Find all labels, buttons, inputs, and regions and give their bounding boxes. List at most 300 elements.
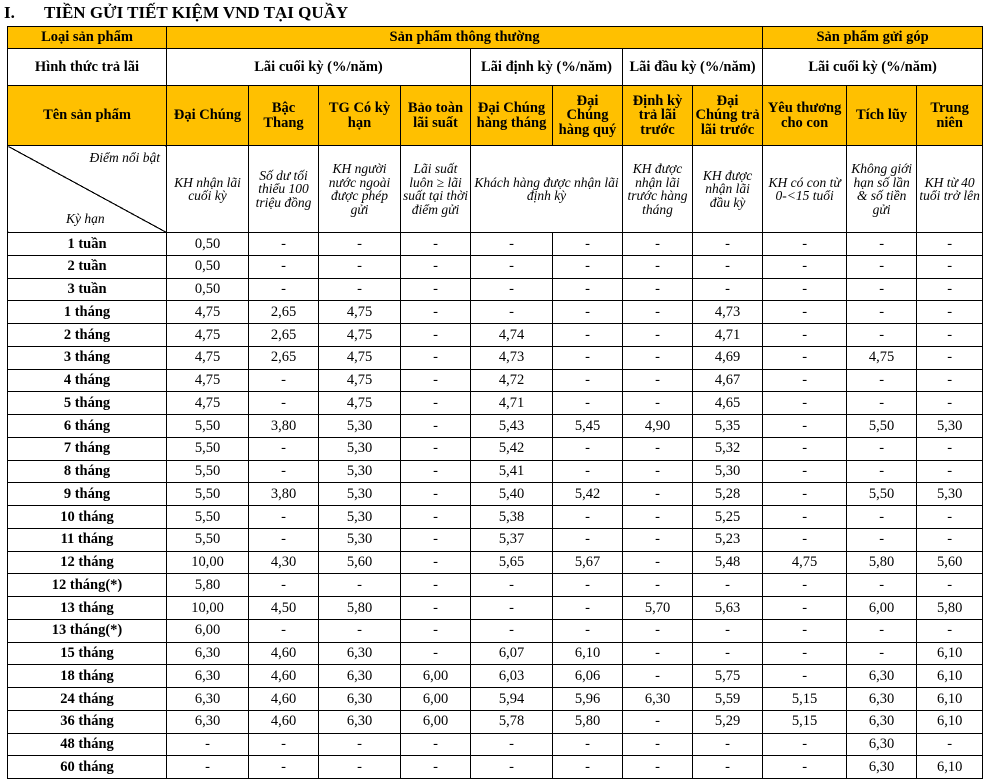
rate-cell: - — [401, 733, 471, 756]
payment-form-label: Hình thức trả lãi — [8, 49, 167, 86]
product-highlight: KH người nước ngoài được phép gửi — [319, 146, 401, 233]
rate-cell: - — [917, 437, 983, 460]
rate-cell: - — [763, 437, 847, 460]
rate-cell: 5,50 — [167, 460, 249, 483]
rate-cell: 6,30 — [847, 733, 917, 756]
rate-cell: - — [401, 415, 471, 438]
section-title — [4, 1, 348, 25]
term-cell: 2 tuần — [8, 255, 167, 278]
regular-products-header: Sản phẩm thông thường — [167, 27, 763, 49]
rate-cell: - — [847, 619, 917, 642]
rate-cell: - — [471, 597, 553, 620]
product-name: Đại Chúng hàng quý — [553, 86, 623, 146]
rate-cell: 4,75 — [167, 346, 249, 369]
rate-cell: 2,65 — [249, 346, 319, 369]
rate-cell: - — [917, 369, 983, 392]
product-name: Bậc Thang — [249, 86, 319, 146]
rate-cell: - — [401, 346, 471, 369]
rate-cell: 5,45 — [553, 415, 623, 438]
rate-cell: 6,06 — [553, 665, 623, 688]
rate-cell: - — [249, 460, 319, 483]
product-name: Đại Chúng hàng tháng — [471, 86, 553, 146]
rate-cell: - — [553, 528, 623, 551]
rate-cell: 6,30 — [319, 710, 401, 733]
rate-cell: - — [763, 665, 847, 688]
rate-cell: 6,30 — [167, 710, 249, 733]
rate-cell: 10,00 — [167, 597, 249, 620]
term-cell: 1 tuần — [8, 233, 167, 256]
rate-cell: 3,80 — [249, 483, 319, 506]
term-cell: 8 tháng — [8, 460, 167, 483]
term-cell: 15 tháng — [8, 642, 167, 665]
rate-cell: - — [401, 255, 471, 278]
rate-cell: - — [763, 233, 847, 256]
rate-cell: 5,30 — [917, 483, 983, 506]
rate-cell: - — [553, 733, 623, 756]
rate-cell: 4,75 — [319, 324, 401, 347]
rate-cell: 5,80 — [553, 710, 623, 733]
product-name-label: Tên sản phẩm — [8, 86, 167, 146]
rate-cell: - — [249, 733, 319, 756]
term-cell: 1 tháng — [8, 301, 167, 324]
rate-cell: - — [401, 506, 471, 529]
rate-cell: - — [623, 437, 693, 460]
rate-cell: - — [623, 528, 693, 551]
table-row — [8, 551, 983, 574]
rate-cell: - — [553, 574, 623, 597]
upfront-header: Lãi đầu kỳ (%/năm) — [623, 49, 763, 86]
rate-cell: 5,30 — [319, 437, 401, 460]
rate-cell: - — [319, 233, 401, 256]
rate-cell: - — [763, 324, 847, 347]
term-cell: 12 tháng — [8, 551, 167, 574]
rate-cell: - — [847, 233, 917, 256]
rate-cell: - — [553, 597, 623, 620]
rate-cell: - — [917, 278, 983, 301]
product-type-label: Loại sản phẩm — [8, 27, 167, 49]
term-cell: 36 tháng — [8, 710, 167, 733]
table-row — [8, 528, 983, 551]
rate-cell: 2,65 — [249, 301, 319, 324]
rate-cell: 4,65 — [693, 392, 763, 415]
rate-cell: - — [917, 255, 983, 278]
rate-cell: - — [847, 528, 917, 551]
rate-cell: - — [471, 278, 553, 301]
rate-cell: - — [763, 483, 847, 506]
rate-cell: 6,10 — [917, 710, 983, 733]
rate-cell: - — [401, 574, 471, 597]
rate-cell: - — [319, 255, 401, 278]
rate-cell: - — [917, 301, 983, 324]
periodic-header: Lãi định kỳ (%/năm) — [471, 49, 623, 86]
rate-cell: - — [249, 437, 319, 460]
rate-cell: - — [763, 255, 847, 278]
rate-cell: 5,59 — [693, 688, 763, 711]
rate-cell: - — [763, 597, 847, 620]
rate-cell: 2,65 — [249, 324, 319, 347]
rate-cell: 0,50 — [167, 233, 249, 256]
rate-cell: - — [401, 483, 471, 506]
term-cell: 10 tháng — [8, 506, 167, 529]
rate-cell: - — [471, 301, 553, 324]
product-highlight: Số dư tối thiểu 100 triệu đồng — [249, 146, 319, 233]
rate-cell: - — [553, 392, 623, 415]
table-row — [8, 665, 983, 688]
rate-cell: 6,00 — [167, 619, 249, 642]
table-row — [8, 688, 983, 711]
rate-cell: 5,80 — [917, 597, 983, 620]
rate-cell: 5,50 — [847, 483, 917, 506]
rate-cell: - — [917, 528, 983, 551]
rate-cell: 6,30 — [623, 688, 693, 711]
rate-cell: - — [553, 255, 623, 278]
rate-cell: 5,37 — [471, 528, 553, 551]
rate-cell: - — [553, 369, 623, 392]
rate-cell: - — [401, 233, 471, 256]
rate-cell: - — [847, 574, 917, 597]
rate-cell: - — [553, 346, 623, 369]
rate-cell: 4,72 — [471, 369, 553, 392]
rate-cell: - — [471, 756, 553, 779]
rate-cell: 3,80 — [249, 415, 319, 438]
rate-cell: - — [763, 642, 847, 665]
rate-cell: 6,30 — [319, 665, 401, 688]
rate-cell: 4,60 — [249, 642, 319, 665]
product-highlight: KH có con từ 0-<15 tuổi — [763, 146, 847, 233]
rate-cell: - — [249, 278, 319, 301]
installment-products-header: Sản phẩm gửi góp — [763, 27, 983, 49]
rate-cell: - — [623, 255, 693, 278]
rate-cell: - — [167, 756, 249, 779]
term-cell: 48 tháng — [8, 733, 167, 756]
rate-cell: 5,50 — [167, 415, 249, 438]
rate-cell: - — [917, 233, 983, 256]
rate-cell: - — [917, 733, 983, 756]
term-cell: 13 tháng(*) — [8, 619, 167, 642]
rate-cell: - — [319, 278, 401, 301]
rate-cell: - — [763, 301, 847, 324]
rate-cell: - — [623, 460, 693, 483]
table-row — [8, 733, 983, 756]
rate-cell: - — [847, 324, 917, 347]
rate-cell: - — [249, 756, 319, 779]
rate-cell: - — [401, 756, 471, 779]
rate-cell: - — [553, 506, 623, 529]
table-row — [8, 278, 983, 301]
rate-cell: 6,10 — [917, 665, 983, 688]
rate-cell: - — [847, 301, 917, 324]
rate-cell: - — [623, 392, 693, 415]
rate-cell: 5,30 — [319, 528, 401, 551]
rate-cell: - — [471, 733, 553, 756]
rate-cell: 4,73 — [693, 301, 763, 324]
rate-cell: - — [847, 369, 917, 392]
rate-cell: 5,30 — [917, 415, 983, 438]
term-cell: 2 tháng — [8, 324, 167, 347]
rate-cell: 5,15 — [763, 688, 847, 711]
rate-cell: - — [249, 233, 319, 256]
rate-cell: - — [763, 619, 847, 642]
table-row — [8, 437, 983, 460]
rate-cell: 6,10 — [917, 688, 983, 711]
highlight-term-corner — [8, 146, 167, 233]
rate-cell: - — [763, 506, 847, 529]
rate-cell: 5,80 — [167, 574, 249, 597]
rate-cell: - — [401, 324, 471, 347]
rate-cell: - — [847, 255, 917, 278]
rate-cell: 4,67 — [693, 369, 763, 392]
rate-cell: 0,50 — [167, 255, 249, 278]
rate-cell: 0,50 — [167, 278, 249, 301]
rate-cell: 4,90 — [623, 415, 693, 438]
rate-cell: - — [623, 756, 693, 779]
rate-cell: 4,74 — [471, 324, 553, 347]
rate-cell: - — [763, 733, 847, 756]
rate-cell: 5,50 — [167, 528, 249, 551]
rate-cell: 5,25 — [693, 506, 763, 529]
rate-cell: 4,75 — [763, 551, 847, 574]
rate-cell: 5,80 — [319, 597, 401, 620]
rate-cell: 6,30 — [847, 756, 917, 779]
rate-cell: - — [917, 619, 983, 642]
rate-cell: - — [401, 551, 471, 574]
rate-cell: - — [623, 619, 693, 642]
rate-cell: - — [917, 346, 983, 369]
product-highlight: KH từ 40 tuổi trở lên — [917, 146, 983, 233]
rate-cell: - — [553, 756, 623, 779]
rate-cell: 5,30 — [319, 506, 401, 529]
rate-cell: 5,41 — [471, 460, 553, 483]
rate-cell: - — [623, 301, 693, 324]
rate-cell: 6,03 — [471, 665, 553, 688]
product-highlight: KH được nhận lãi trước hàng tháng — [623, 146, 693, 233]
rate-cell: - — [917, 324, 983, 347]
rate-cell: 6,30 — [319, 688, 401, 711]
rate-cell: 6,07 — [471, 642, 553, 665]
rate-cell: - — [763, 415, 847, 438]
rate-cell: - — [763, 392, 847, 415]
product-highlight: Khách hàng được nhận lãi định kỳ — [471, 146, 623, 233]
table-row — [8, 301, 983, 324]
rate-cell: - — [401, 619, 471, 642]
rate-cell: 5,65 — [471, 551, 553, 574]
table-row — [8, 233, 983, 256]
rate-cell: 5,94 — [471, 688, 553, 711]
rate-cell: - — [847, 460, 917, 483]
rate-cell: 4,71 — [471, 392, 553, 415]
rate-cell: 4,50 — [249, 597, 319, 620]
table-row — [8, 710, 983, 733]
product-highlight: Lãi suất luôn ≥ lãi suất tại thời điểm gửi — [401, 146, 471, 233]
rate-cell: 5,28 — [693, 483, 763, 506]
table-row — [8, 346, 983, 369]
rate-rows — [8, 233, 983, 779]
rate-cell: - — [917, 574, 983, 597]
rate-cell: - — [401, 642, 471, 665]
rate-cell: - — [763, 369, 847, 392]
rate-cell: - — [847, 278, 917, 301]
rate-cell: - — [763, 756, 847, 779]
rate-cell: - — [693, 574, 763, 597]
rate-cell: - — [693, 255, 763, 278]
product-name: Đại Chúng trả lãi trước — [693, 86, 763, 146]
rate-cell: 4,75 — [319, 301, 401, 324]
rate-cell: - — [249, 369, 319, 392]
rate-cell: 6,10 — [917, 642, 983, 665]
rate-cell: - — [917, 460, 983, 483]
rate-cell: 4,73 — [471, 346, 553, 369]
rate-cell: 5,60 — [917, 551, 983, 574]
rate-cell: - — [623, 642, 693, 665]
rate-cell: 4,75 — [319, 392, 401, 415]
product-name: Định kỳ trả lãi trước — [623, 86, 693, 146]
rate-cell: 5,70 — [623, 597, 693, 620]
rate-cell: 6,00 — [847, 597, 917, 620]
product-name: Trung niên — [917, 86, 983, 146]
rate-cell: - — [401, 437, 471, 460]
savings-rate-table — [7, 26, 983, 779]
rate-cell: - — [623, 710, 693, 733]
rate-cell: - — [917, 392, 983, 415]
rate-cell: 4,75 — [167, 324, 249, 347]
rate-cell: - — [763, 278, 847, 301]
table-row — [8, 255, 983, 278]
rate-cell: 5,40 — [471, 483, 553, 506]
rate-cell: 6,10 — [553, 642, 623, 665]
rate-cell: 6,30 — [167, 642, 249, 665]
highlight-label: Điểm nổi bật — [89, 150, 160, 165]
rate-cell: 6,30 — [847, 710, 917, 733]
rate-cell: - — [401, 597, 471, 620]
rate-cell: - — [623, 551, 693, 574]
rate-cell: - — [249, 506, 319, 529]
rate-cell: 5,50 — [167, 506, 249, 529]
rate-cell: 5,50 — [167, 437, 249, 460]
rate-cell: 4,75 — [167, 301, 249, 324]
rate-cell: - — [623, 733, 693, 756]
product-name: Đại Chúng — [167, 86, 249, 146]
table-row — [8, 619, 983, 642]
rate-cell: 5,30 — [693, 460, 763, 483]
rate-cell: 5,48 — [693, 551, 763, 574]
term-cell: 6 tháng — [8, 415, 167, 438]
term-cell: 3 tháng — [8, 346, 167, 369]
rate-cell: - — [623, 278, 693, 301]
rate-cell: 5,23 — [693, 528, 763, 551]
rate-cell: 4,60 — [249, 710, 319, 733]
rate-cell: - — [693, 278, 763, 301]
rate-cell: - — [401, 460, 471, 483]
term-cell: 13 tháng — [8, 597, 167, 620]
rate-cell: - — [249, 392, 319, 415]
rate-cell: - — [693, 642, 763, 665]
rate-cell: 6,00 — [401, 665, 471, 688]
rate-cell: - — [763, 528, 847, 551]
term-cell: 4 tháng — [8, 369, 167, 392]
rate-cell: - — [471, 233, 553, 256]
rate-cell: 6,10 — [917, 756, 983, 779]
end-of-term-header: Lãi cuối kỳ (%/năm) — [167, 49, 471, 86]
rate-cell: - — [623, 369, 693, 392]
term-cell: 7 tháng — [8, 437, 167, 460]
table-row — [8, 642, 983, 665]
rate-cell: - — [401, 301, 471, 324]
rate-cell: - — [763, 460, 847, 483]
rate-cell: - — [623, 574, 693, 597]
table-row — [8, 574, 983, 597]
rate-cell: - — [763, 346, 847, 369]
section-number: I. — [4, 3, 15, 22]
product-name: Yêu thương cho con — [763, 86, 847, 146]
rate-cell: - — [249, 574, 319, 597]
rate-cell: - — [847, 437, 917, 460]
rate-cell: - — [623, 233, 693, 256]
rate-cell: 5,50 — [167, 483, 249, 506]
rate-cell: - — [249, 619, 319, 642]
rate-cell: 4,71 — [693, 324, 763, 347]
rate-cell: - — [401, 392, 471, 415]
rate-cell: - — [623, 324, 693, 347]
rate-cell: - — [167, 733, 249, 756]
rate-cell: - — [847, 642, 917, 665]
rate-cell: 5,29 — [693, 710, 763, 733]
table-row — [8, 460, 983, 483]
rate-cell: 5,30 — [319, 415, 401, 438]
rate-cell: 5,80 — [847, 551, 917, 574]
rate-cell: - — [693, 756, 763, 779]
term-label: Kỳ hạn — [66, 210, 105, 226]
rate-cell: - — [623, 483, 693, 506]
term-cell: 3 tuần — [8, 278, 167, 301]
product-name: Tích lũy — [847, 86, 917, 146]
rate-cell: 5,32 — [693, 437, 763, 460]
rate-cell: 5,35 — [693, 415, 763, 438]
rate-cell: 6,30 — [167, 665, 249, 688]
table-row — [8, 506, 983, 529]
term-cell: 5 tháng — [8, 392, 167, 415]
rate-cell: - — [471, 574, 553, 597]
rate-cell: - — [693, 733, 763, 756]
product-name: Bảo toàn lãi suất — [401, 86, 471, 146]
rate-cell: 6,30 — [847, 665, 917, 688]
rate-cell: - — [623, 346, 693, 369]
table-row — [8, 324, 983, 347]
rate-cell: - — [553, 437, 623, 460]
rate-cell: 5,63 — [693, 597, 763, 620]
term-cell: 9 tháng — [8, 483, 167, 506]
rate-cell: 5,30 — [319, 460, 401, 483]
rate-cell: 4,75 — [167, 392, 249, 415]
rate-cell: 5,42 — [553, 483, 623, 506]
rate-cell: - — [693, 233, 763, 256]
rate-cell: - — [249, 255, 319, 278]
rate-cell: - — [623, 665, 693, 688]
term-cell: 24 tháng — [8, 688, 167, 711]
rate-cell: 6,30 — [319, 642, 401, 665]
rate-cell: - — [553, 460, 623, 483]
rate-cell: - — [763, 574, 847, 597]
term-cell: 18 tháng — [8, 665, 167, 688]
rate-cell: 6,00 — [401, 710, 471, 733]
rate-cell: - — [553, 324, 623, 347]
rate-cell: 6,30 — [847, 688, 917, 711]
rate-cell: - — [319, 756, 401, 779]
rate-cell: 5,60 — [319, 551, 401, 574]
rate-cell: - — [847, 392, 917, 415]
rate-cell: - — [319, 733, 401, 756]
rate-cell: - — [319, 574, 401, 597]
rate-cell: 4,75 — [319, 369, 401, 392]
